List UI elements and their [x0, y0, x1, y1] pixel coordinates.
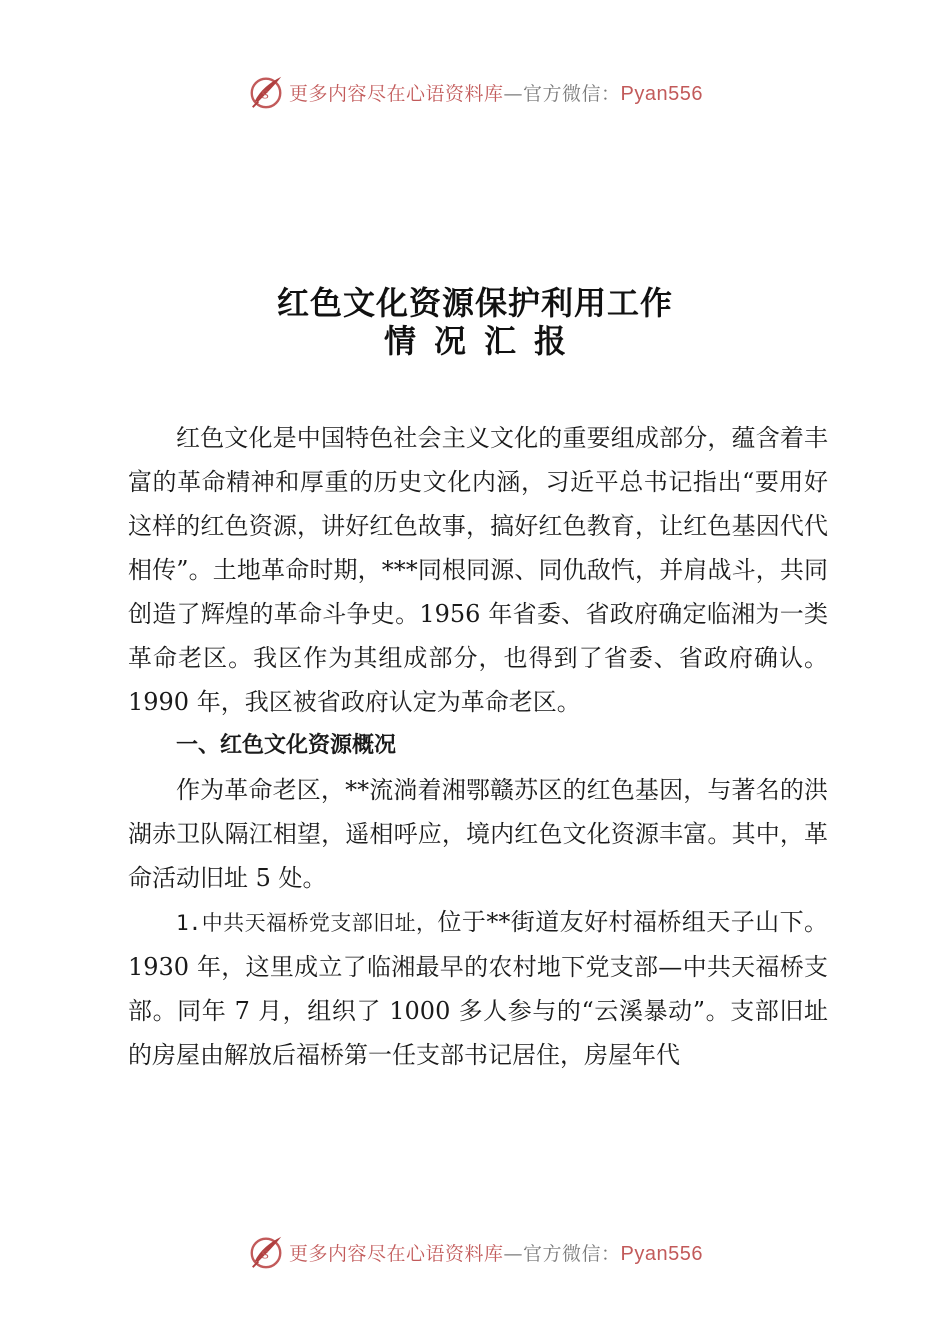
- footer-dash: —: [503, 1242, 524, 1265]
- item1-text: 位于**街道友好村福桥组天子山下。1930 年，这里成立了临湘最早的农村地下党支部—中共天福桥支部。同年 7 月，组织了 1000 多人参与的“云溪暴动”。支部旧址的房屋由解放后福桥第一任支部书记居住，房屋年代: [128, 908, 829, 1069]
- item1-heading: 1.中共天福桥党支部旧址，: [176, 911, 438, 935]
- quill-logo-icon: [247, 73, 285, 111]
- document-body: [128, 416, 828, 1077]
- svg-text:S: S: [261, 1247, 270, 1262]
- header-banner: [0, 70, 950, 114]
- item1-paragraph: [128, 900, 828, 1077]
- banner-dash: —: [503, 82, 524, 105]
- footer-wechat-id: Pyan556: [620, 1242, 703, 1265]
- footer-banner-text: [289, 1239, 703, 1266]
- quill-logo-icon: [247, 1233, 285, 1271]
- banner-wechat-label: 官方微信：: [523, 82, 621, 105]
- banner-text: [289, 79, 703, 106]
- footer-wechat-label: 官方微信：: [523, 1242, 621, 1265]
- banner-slogan: 更多内容尽在心语资料库: [289, 82, 504, 105]
- document-title-line1: 红色文化资源保护利用工作: [276, 284, 673, 322]
- document-title-line2: 情况汇报: [383, 322, 584, 360]
- intro-paragraph: 红色文化是中国特色社会主义文化的重要组成部分，蕴含着丰富的革命精神和厚重的历史文化内涵，习近平总书记指出“要用好这样的红色资源，讲好红色故事，搞好红色教育，让红色基因代代相传”。土地革命时期，***同根同源、同仇敌忾，并肩战斗，共同创造了辉煌的革命斗争史。1956 年省委、省政府确定临湘为一类革命老区。我区作为其组成部分，也得到了省委、省政府确认。1990 年，我区被省政府认定为革命老区。: [128, 424, 828, 716]
- section1-heading: 一、红色文化资源概况: [176, 733, 397, 758]
- svg-text:S: S: [261, 87, 270, 102]
- section1-paragraph: 作为革命老区，**流淌着湘鄂赣苏区的红色基因，与著名的洪湖赤卫队隔江相望，遥相呼应，境内红色文化资源丰富。其中，革命活动旧址 5 处。: [128, 776, 828, 892]
- footer-banner: [0, 1230, 950, 1274]
- banner-wechat-id: Pyan556: [620, 82, 703, 105]
- footer-slogan: 更多内容尽在心语资料库: [289, 1242, 504, 1265]
